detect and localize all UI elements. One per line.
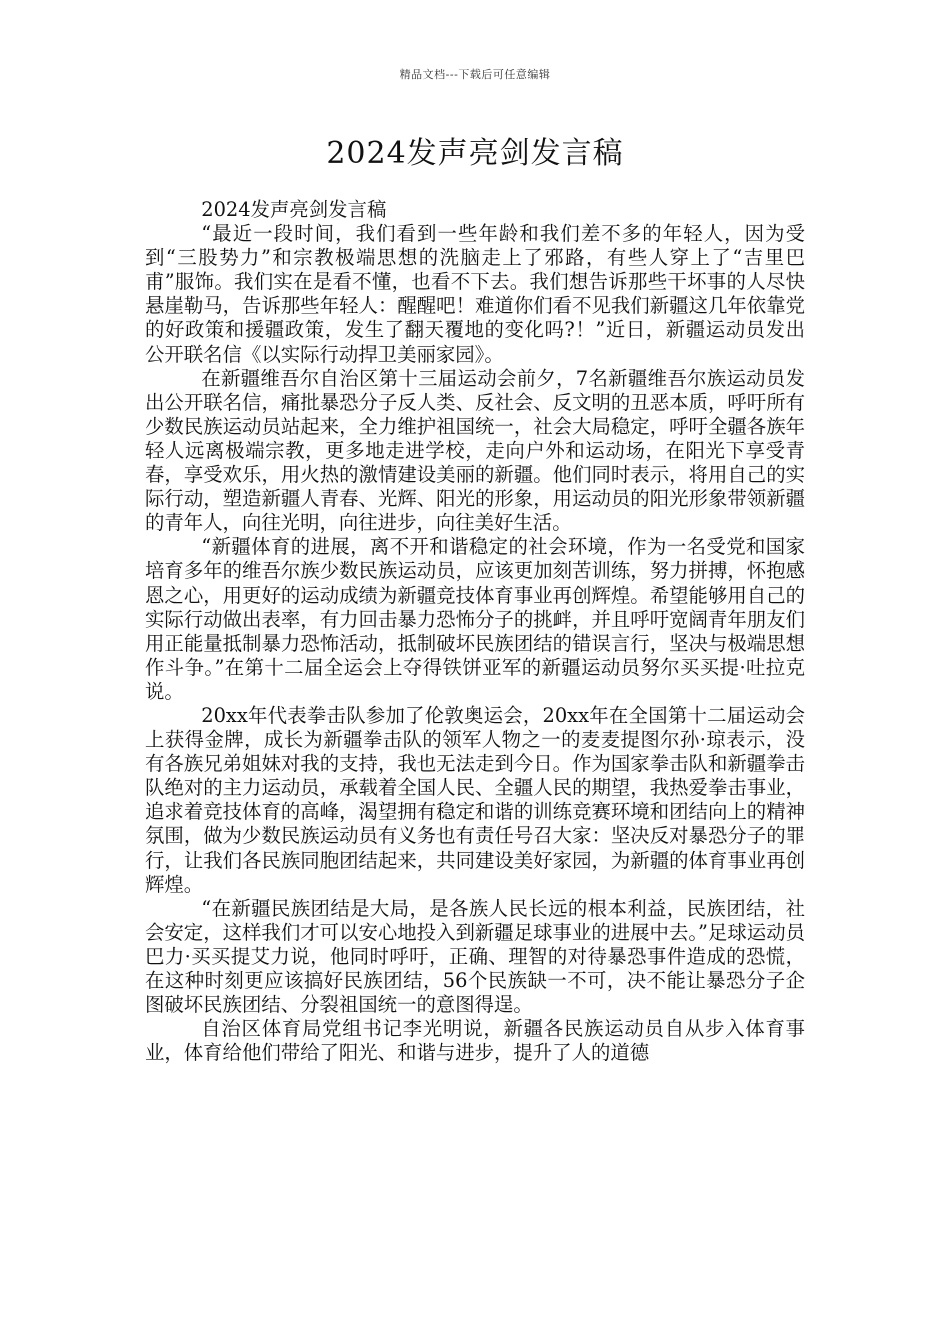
paragraph: 2024发声亮剑发言稿	[201, 198, 387, 221]
document-title: 2024发声亮剑发言稿	[326, 136, 624, 171]
paragraph: “最近一段时间，我们看到一些年龄和我们差不多的年轻人，因为受到“三股势力”和宗教极端思想的洗脑走上了邪路，有些人穿上了“吉里巴甫”服饰。我们实在是看不懂，也看不下去。我们想告诉那些干坏事的人尽快悬崖勒马，告诉那些年轻人：醒醒吧！难道你们看不见我们新疆这几年依靠党的好政策和援疆政策，发生了翻天覆地的变化吗?！”近日，新疆运动员发出公开联名信《以实际行动捍卫美丽家园》。	[145, 222, 805, 366]
paragraph: 在新疆维吾尔自治区第十三届运动会前夕，7名新疆维吾尔族运动员发出公开联名信，痛批暴恐分子反人类、反社会、反文明的丑恶本质，呼吁所有少数民族运动员站起来，全力维护祖国统一，社会大局稳定，呼吁全疆各族年轻人远离极端宗教，更多地走进学校，走向户外和运动场，在阳光下享受青春，享受欢乐，用火热的激情建设美丽的新疆。他们同时表示，将用自己的实际行动，塑造新疆人青春、光辉、阳光的形象，用运动员的阳光形象带领新疆的青年人，向往光明，向往进步，向往美好生活。	[145, 366, 805, 535]
document-body	[145, 198, 805, 1065]
paragraph: 自治区体育局党组书记李光明说，新疆各民族运动员自从步入体育事业，体育给他们带给了阳光、和谐与进步，提升了人的道德	[145, 1017, 805, 1065]
paragraph: “在新疆民族团结是大局，是各族人民长远的根本利益，民族团结，社会安定，这样我们才可以安心地投入到新疆足球事业的进展中去。”足球运动员巴力·买买提艾力说，他同时呼吁，正确、理智的对待暴恐事件造成的恐慌，在这种时刻更应该搞好民族团结，56个民族缺一不可，决不能让暴恐分子企图破坏民族团结、分裂祖国统一的意图得逞。	[145, 896, 805, 1017]
paragraph: “新疆体育的进展，离不开和谐稳定的社会环境，作为一名受党和国家培育多年的维吾尔族少数民族运动员，应该更加刻苦训练，努力拼搏，怀抱感恩之心，用更好的运动成绩为新疆竞技体育事业再创辉煌。希望能够用自己的实际行动做出表率，有力回击暴力恐怖分子的挑衅，并且呼吁宽阔青年朋友们用正能量抵制暴力恐怖活动，抵制破坏民族团结的错误言行，坚决与极端思想作斗争。”在第十二届全运会上夺得铁饼亚军的新疆运动员努尔买买提·吐拉克说。	[145, 535, 805, 703]
paragraph: 20xx年代表拳击队参加了伦敦奥运会，20xx年在全国第十二届运动会上获得金牌，成长为新疆拳击队的领军人物之一的麦麦提图尔孙·琼表示，没有各族兄弟姐妹对我的支持，我也无法走到今日。作为国家拳击队和新疆拳击队绝对的主力运动员，承载着全国人民、全疆人民的期望，我热爱拳击事业，追求着竞技体育的高峰，渴望拥有稳定和谐的训练竞赛环境和团结向上的精神氛围，做为少数民族运动员有义务也有责任号召大家：坚决反对暴恐分子的罪行，让我们各民族同胞团结起来，共同建设美好家园，为新疆的体育事业再创辉煌。	[145, 703, 805, 896]
header-note: 精品文档---下载后可任意编辑	[399, 68, 551, 81]
